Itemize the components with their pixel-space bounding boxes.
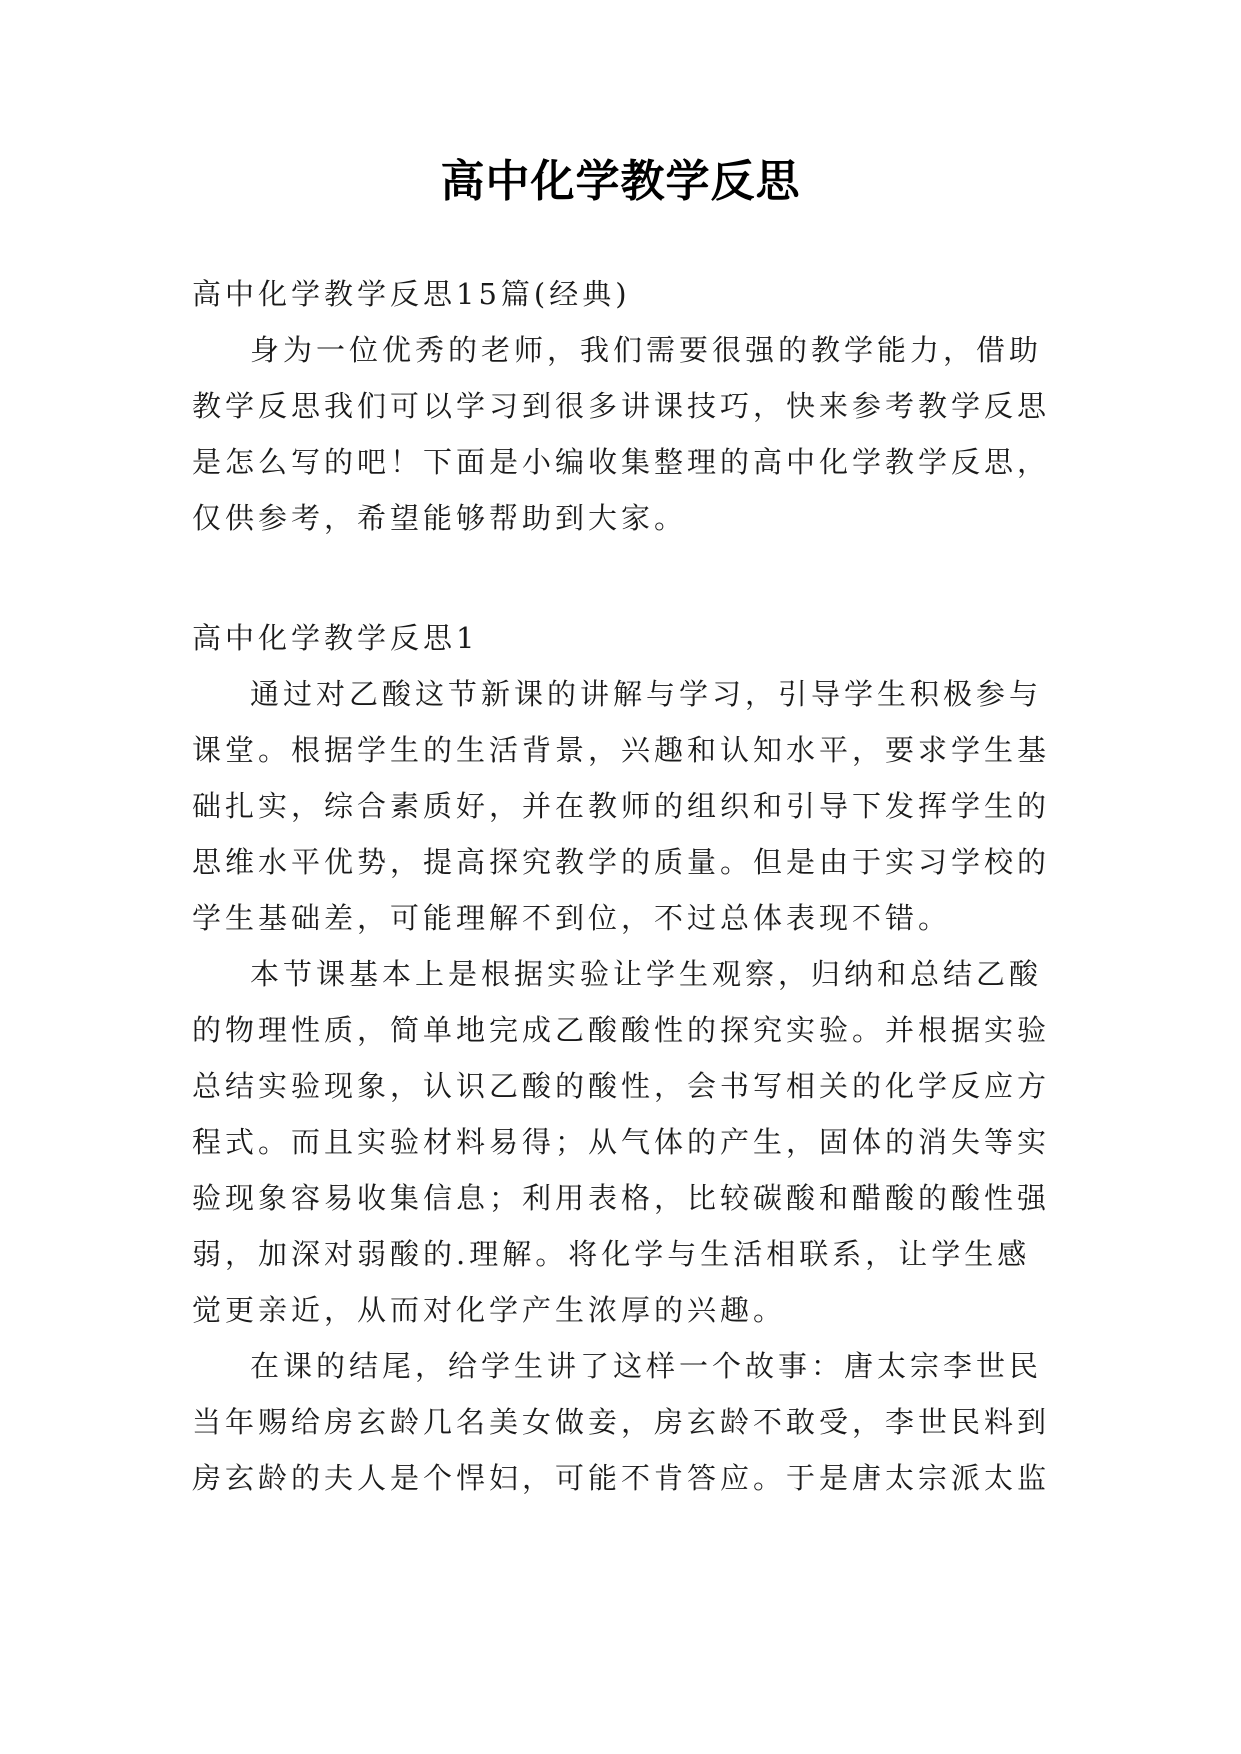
paragraph-line: 础扎实，综合素质好，并在教师的组织和引导下发挥学生的 — [192, 789, 1051, 823]
paragraph-line: 程式。而且实验材料易得；从气体的产生，固体的消失等实 — [192, 1125, 1051, 1159]
paragraph-line: 的物理性质，简单地完成乙酸酸性的探究实验。并根据实验 — [192, 1013, 1051, 1047]
section-spacer — [192, 546, 1072, 610]
paragraph-line: 本节课基本上是根据实验让学生观察，归纳和总结乙酸 — [250, 957, 1043, 991]
paragraph-line: 学生基础差，可能理解不到位，不过总体表现不错。 — [192, 901, 952, 935]
paragraph-line: 是怎么写的吧！下面是小编收集整理的高中化学教学反思， — [192, 445, 1051, 479]
paragraph-line: 总结实验现象，认识乙酸的酸性，会书写相关的化学反应方 — [192, 1069, 1051, 1103]
paragraph-line: 弱，加深对弱酸的.理解。将化学与生活相联系，让学生感 — [192, 1237, 1031, 1271]
paragraph-line: 教学反思我们可以学习到很多讲课技巧，快来参考教学反思 — [192, 389, 1051, 423]
paragraph-line: 验现象容易收集信息；利用表格，比较碳酸和醋酸的酸性强 — [192, 1181, 1051, 1215]
paragraph-line: 当年赐给房玄龄几名美女做妾，房玄龄不敢受，李世民料到 — [192, 1405, 1051, 1439]
paragraph-line: 通过对乙酸这节新课的讲解与学习，引导学生积极参与 — [250, 677, 1043, 711]
paragraph-line: 思维水平优势，提高探究教学的质量。但是由于实习学校的 — [192, 845, 1051, 879]
paragraph-line: 房玄龄的夫人是个悍妇，可能不肯答应。于是唐太宗派太监 — [192, 1461, 1051, 1495]
document-subtitle: 高中化学教学反思15篇(经典) — [192, 277, 631, 311]
body-paragraph — [192, 666, 1072, 946]
paragraph-line: 身为一位优秀的老师，我们需要很强的教学能力，借助 — [250, 333, 1043, 367]
document-title: 高中化学教学反思 — [440, 156, 801, 207]
document-body — [192, 266, 1072, 1506]
paragraph-line: 觉更亲近，从而对化学产生浓厚的兴趣。 — [192, 1293, 787, 1327]
section-heading: 高中化学教学反思1 — [192, 621, 479, 655]
paragraph-line: 在课的结尾，给学生讲了这样一个故事：唐太宗李世民 — [250, 1349, 1043, 1383]
intro-paragraph — [192, 322, 1072, 546]
body-paragraph — [192, 946, 1072, 1338]
paragraph-line: 课堂。根据学生的生活背景，兴趣和认知水平，要求学生基 — [192, 733, 1051, 767]
body-paragraph — [192, 1338, 1072, 1506]
paragraph-line: 仅供参考，希望能够帮助到大家。 — [192, 501, 688, 535]
